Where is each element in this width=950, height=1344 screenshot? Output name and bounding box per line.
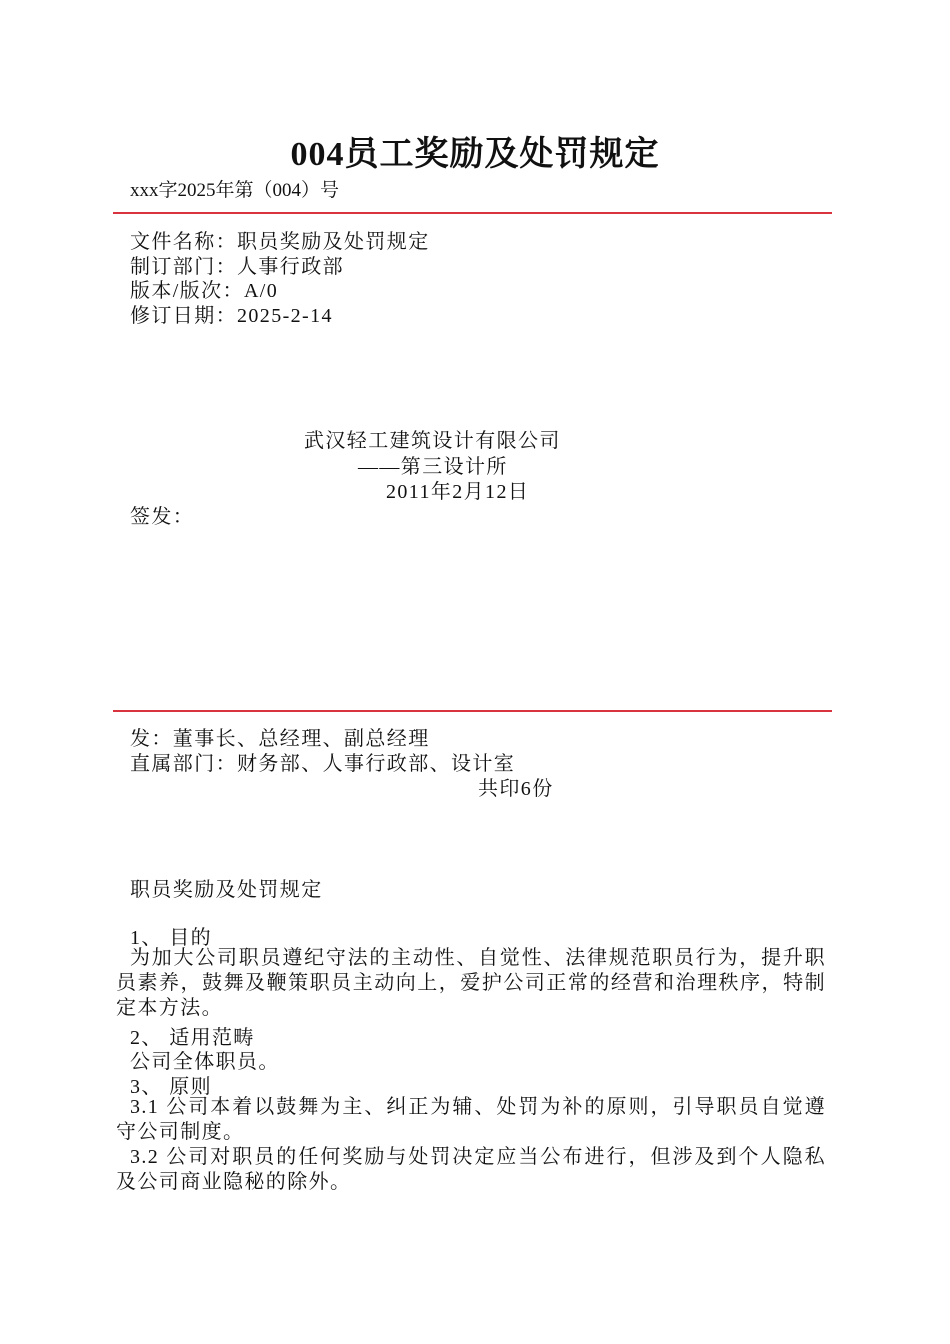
send-to: 发：董事长、总经理、副总经理: [130, 728, 430, 750]
section-3-1-text: 3.1 公司本着以鼓舞为主、纠正为辅、处罚为补的原则，引导职员自觉遵守公司制度。: [116, 1096, 826, 1143]
section-1-text-content: 为加大公司职员遵纪守法的主动性、自觉性、法律规范职员行为，提升职员素养，鼓舞及鞭策职员主动向上，爱护公司正常的经营和治理秩序，特制定本方法。: [116, 947, 826, 1019]
version: 版本/版次：A/0: [130, 280, 279, 302]
page-title: 004员工奖励及处罚规定: [290, 136, 660, 173]
section-2-title: 2、 适用范畴: [130, 1027, 255, 1049]
section-1-text: [116, 946, 826, 1021]
direct-departments: 直属部门：财务部、人事行政部、设计室: [130, 753, 516, 775]
section-3-1: [116, 1095, 826, 1145]
branch-name: ——第三设计所: [358, 456, 508, 478]
copies-count: 共印6份: [478, 778, 554, 800]
document-number: xxx字2025年第（004）号: [130, 180, 340, 201]
department: 制订部门：人事行政部: [130, 256, 344, 278]
sign-label: 签发：: [130, 506, 195, 528]
body-heading: 职员奖励及处罚规定: [130, 879, 323, 901]
section-3-title: 3、 原则: [130, 1076, 212, 1098]
section-2-text: 公司全体职员。: [130, 1051, 280, 1073]
company-name: 武汉轻工建筑设计有限公司: [304, 430, 561, 452]
section-3-2: [116, 1145, 826, 1195]
section-1-title: 1、 目的: [130, 927, 212, 949]
issue-date: 2011年2月12日: [386, 481, 530, 503]
file-name: 文件名称：职员奖励及处罚规定: [130, 231, 430, 253]
section-3-2-text: 3.2 公司对职员的任何奖励与处罚决定应当公布进行，但涉及到个人隐私及公司商业隐秘的除外。: [116, 1146, 826, 1193]
red-divider-top: [113, 212, 832, 214]
revision-date: 修订日期：2025-2-14: [130, 305, 333, 327]
red-divider-bottom: [113, 710, 832, 712]
